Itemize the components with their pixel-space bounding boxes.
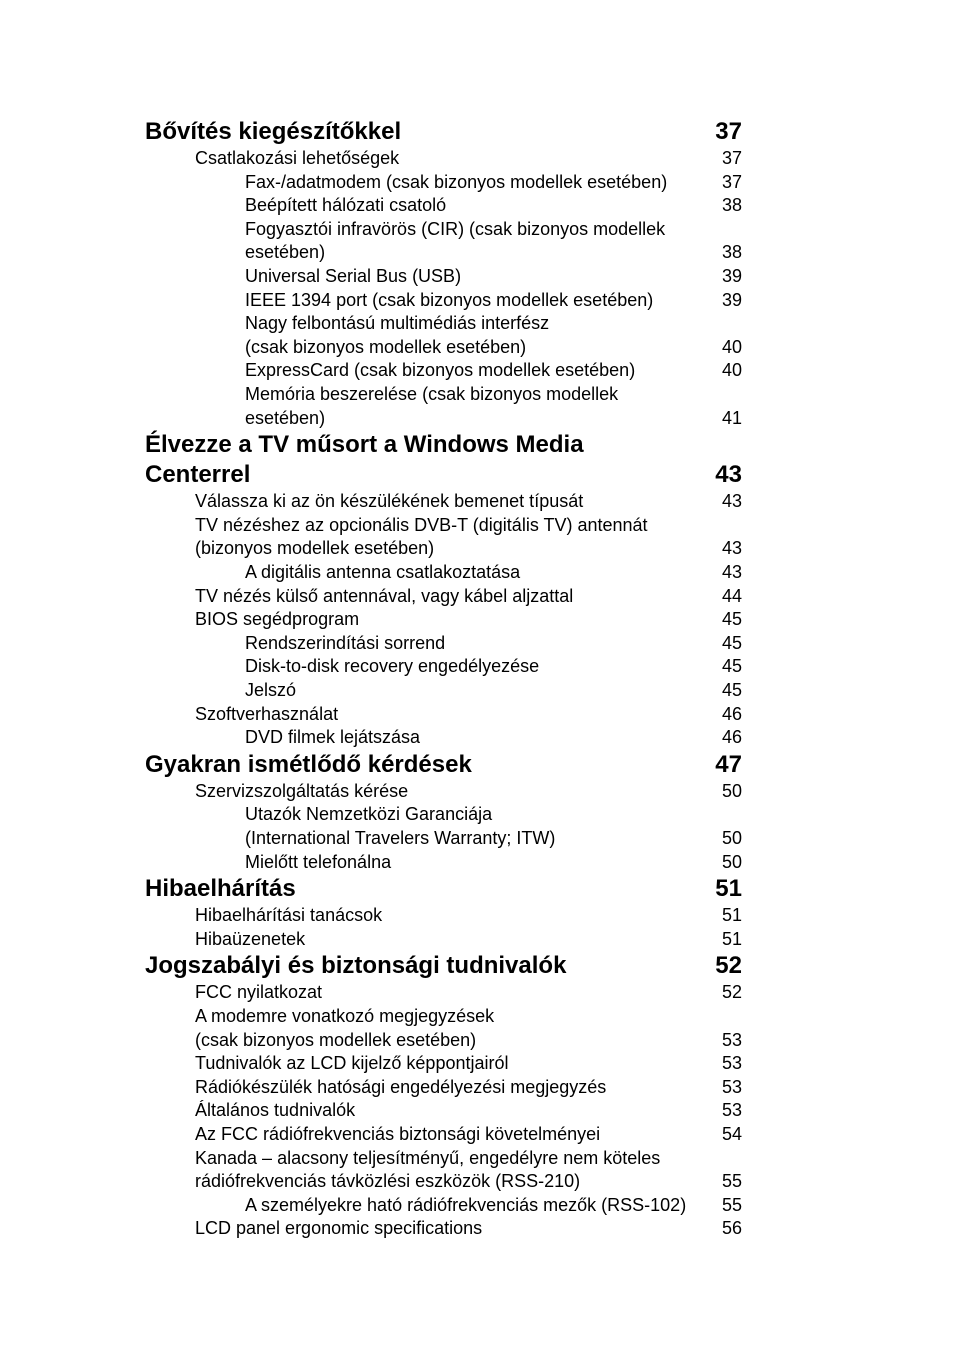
toc-page-number: 54 (721, 1124, 742, 1144)
toc-entry-title: Szoftverhasználat (195, 703, 339, 724)
toc-page-number: 55 (721, 1171, 742, 1192)
toc-entry-title: Universal Serial Bus (USB) (245, 266, 462, 286)
toc-entry-title: Általános tudnivalók (195, 1100, 356, 1121)
toc-entry-row (0, 561, 954, 585)
toc-page-number: 43 (715, 461, 742, 489)
toc-entry-title: IEEE 1394 port (csak bizonyos modellek esetében) (245, 289, 654, 310)
toc-entry-title: BIOS segédprogram (195, 609, 360, 630)
toc-page-number: 37 (721, 148, 742, 168)
toc-entry-title: Szervizszolgáltatás kérése (195, 780, 409, 801)
toc-chapter-title: Centerrel (145, 461, 251, 489)
toc-page-number: 50 (721, 851, 742, 872)
toc-entry-title: Utazók Nemzetközi Garanciája (245, 804, 493, 825)
toc-entry-row (0, 490, 954, 514)
toc-entry-row (0, 407, 954, 431)
toc-chapter-title: Bővítés kiegészítőkkel (145, 118, 402, 145)
toc-entry-title: esetében) (245, 407, 326, 428)
toc-entry-title: TV nézés külső antennával, vagy kábel aljzattal (195, 585, 574, 606)
toc-page-number: 50 (721, 780, 742, 801)
toc-entry-title: ExpressCard (csak bizonyos modellek esetében) (245, 360, 636, 381)
toc-page-number: 43 (721, 562, 742, 582)
toc-entry-title: Rádiókészülék hatósági engedélyezési megjegyzés (195, 1076, 607, 1097)
toc-entry-title: Válassza ki az ön készülékének bemenet típusát (195, 491, 584, 512)
toc-entry-row (0, 241, 954, 265)
toc-entry-row (0, 383, 954, 407)
toc-page-number: 37 (721, 171, 742, 192)
toc-entry-row (0, 1099, 954, 1123)
toc-chapter-row (0, 430, 954, 460)
toc-page-number: 39 (721, 266, 742, 286)
toc-page-number: 46 (721, 703, 742, 724)
toc-page-number: 43 (721, 538, 742, 559)
toc-entry-row (0, 514, 954, 538)
toc-page-number: 38 (721, 242, 742, 263)
toc-entry-row (0, 1194, 954, 1218)
toc-entry-row (0, 585, 954, 609)
toc-page-number: 51 (715, 875, 742, 903)
toc-entry-title: Tudnivalók az LCD kijelző képpontjairól (195, 1053, 509, 1074)
toc-entry-title: Kanada – alacsony teljesítményű, engedélyre nem köteles (195, 1147, 661, 1168)
toc-entry-title: Rendszerindítási sorrend (245, 632, 446, 653)
toc-chapter-title: Gyakran ismétlődő kérdések (145, 750, 472, 778)
toc-entry-title: Mielőtt telefonálna (245, 851, 392, 872)
toc-page-number: 45 (721, 609, 742, 630)
toc-entry-row (0, 1217, 954, 1241)
toc-entry-title: esetében) (245, 242, 326, 263)
toc-entry-row (0, 1076, 954, 1100)
toc-page-number: 53 (721, 1029, 742, 1050)
toc-chapter-row (0, 874, 954, 904)
toc-page-number: 53 (721, 1100, 742, 1121)
toc-entry-row (0, 655, 954, 679)
toc-entry-row (0, 1052, 954, 1076)
toc-entry-title: (csak bizonyos modellek esetében) (245, 336, 527, 357)
toc-page-number: 46 (721, 727, 742, 748)
toc-entry-title: Csatlakozási lehetőségek (195, 148, 400, 168)
toc-entry-row (0, 1005, 954, 1029)
toc-page-number: 51 (721, 905, 742, 926)
toc-entry-row (0, 679, 954, 703)
toc-entry-title: LCD panel ergonomic specifications (195, 1218, 483, 1239)
toc-entry-title: Disk-to-disk recovery engedélyezése (245, 656, 540, 677)
toc-page-number: 45 (721, 680, 742, 700)
toc-entry-title: TV nézéshez az opcionális DVB-T (digitális TV) antennát (195, 514, 648, 535)
toc-entry-row (0, 803, 954, 827)
toc-page-number: 45 (721, 656, 742, 677)
toc-entry-title: rádiófrekvenciás távközlési eszközök (RSS-210) (195, 1171, 581, 1192)
toc-entry-title: Fax-/adatmodem (csak bizonyos modellek esetében) (245, 171, 668, 192)
toc-page-number: 52 (715, 952, 742, 980)
toc-entry-row (0, 171, 954, 195)
toc-entry-title: Az FCC rádiófrekvenciás biztonsági követelményei (195, 1124, 601, 1144)
toc-entry-row (0, 359, 954, 383)
toc-page-number: 43 (721, 491, 742, 512)
toc-chapter-row (0, 460, 954, 490)
toc-entry-row (0, 1123, 954, 1147)
toc-entry-row (0, 336, 954, 360)
toc-entry-title: A digitális antenna csatlakoztatása (245, 562, 521, 582)
toc-entry-row (0, 289, 954, 313)
toc-entry-row (0, 981, 954, 1005)
toc-entry-row (0, 312, 954, 336)
toc-entry-row (0, 1170, 954, 1194)
toc-page-number: 51 (721, 928, 742, 949)
toc-entry-row (0, 928, 954, 952)
toc-entry-row (0, 194, 954, 218)
toc-entry-row (0, 608, 954, 632)
toc-chapter-row (0, 750, 954, 780)
toc-entry-row (0, 780, 954, 804)
toc-entry-row (0, 1029, 954, 1053)
toc-entry-title: Hibaüzenetek (195, 928, 306, 949)
toc-page-number: 41 (721, 407, 742, 428)
toc-entry-title: (bizonyos modellek esetében) (195, 538, 435, 559)
toc-entry-row (0, 726, 954, 750)
toc-page-number: 38 (721, 195, 742, 216)
toc-page-number: 44 (721, 585, 742, 606)
toc-chapter-title: Hibaelhárítás (145, 875, 296, 903)
toc-entry-title: A személyekre ható rádiófrekvenciás mezők (RSS-102) (245, 1194, 687, 1215)
toc-page-number: 40 (721, 360, 742, 381)
toc-entry-title: (csak bizonyos modellek esetében) (195, 1029, 477, 1050)
toc-entry-row (0, 827, 954, 851)
toc-entry-row (0, 632, 954, 656)
toc-page-number: 47 (715, 750, 742, 778)
toc-chapter-title: Élvezze a TV műsort a Windows Media (145, 431, 584, 459)
toc-entry-row (0, 904, 954, 928)
toc-page-number: 50 (721, 828, 742, 848)
toc-entry-row (0, 265, 954, 289)
toc-entry-row (0, 147, 954, 171)
toc-entry-title: FCC nyilatkozat (195, 982, 323, 1003)
toc-entry-title: Memória beszerelése (csak bizonyos modellek (245, 384, 619, 404)
toc-page-number: 45 (721, 632, 742, 653)
toc-chapter-title: Jogszabályi és biztonsági tudnivalók (145, 952, 567, 980)
toc-entry-row (0, 537, 954, 561)
toc-entry-title: Hibaelhárítási tanácsok (195, 905, 383, 926)
toc-entry-title: Nagy felbontású multimédiás interfész (245, 313, 550, 334)
toc-page-number: 37 (715, 118, 742, 145)
toc-page-number: 53 (721, 1053, 742, 1074)
toc-page-number: 55 (721, 1194, 742, 1215)
toc-entry-title: (International Travelers Warranty; ITW) (245, 828, 556, 848)
toc-entry-row (0, 1147, 954, 1171)
toc-entry-row (0, 851, 954, 875)
toc-page-number: 53 (721, 1076, 742, 1097)
toc-chapter-row (0, 117, 954, 147)
toc-entry-title: Fogyasztói infravörös (CIR) (csak bizonyos modellek (245, 218, 666, 239)
toc-entry-title: Jelszó (245, 680, 297, 700)
toc-entry-title: DVD filmek lejátszása (245, 727, 421, 748)
toc-page-number: 56 (721, 1218, 742, 1239)
toc-entry-title: A modemre vonatkozó megjegyzések (195, 1006, 495, 1026)
toc-page-number: 40 (721, 336, 742, 357)
toc-chapter-row (0, 951, 954, 981)
toc-entry-row (0, 218, 954, 242)
toc-entry-row (0, 703, 954, 727)
toc-page-number: 52 (721, 982, 742, 1003)
toc-page-number: 39 (721, 289, 742, 310)
toc-entry-title: Beépített hálózati csatoló (245, 195, 447, 216)
